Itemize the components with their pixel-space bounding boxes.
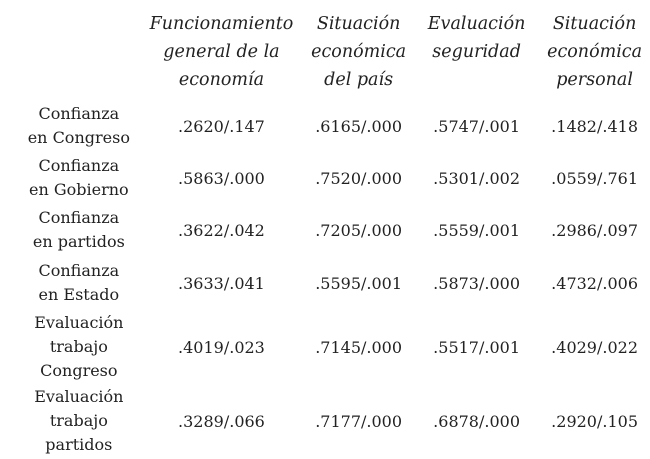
header-row	[18, 10, 650, 100]
table-cell: .2986/.097	[551, 220, 638, 240]
table-cell: .4029/.022	[551, 337, 638, 357]
table-cell: .3289/.066	[178, 411, 265, 431]
table-cell: .5873/.000	[433, 273, 520, 293]
column-header-evaluacion-seguridad: Evaluación seguridad	[427, 14, 526, 62]
table-cell: .5301/.002	[433, 168, 520, 188]
table-row	[18, 256, 650, 310]
column-header-funcionamiento: Funcionamiento general de la economía	[149, 14, 294, 90]
table-cell: .0559/.761	[551, 168, 638, 188]
row-label: Evaluación trabajo partidos	[34, 387, 124, 454]
table-cell: .4019/.023	[178, 337, 265, 357]
table-row	[18, 100, 650, 152]
row-label: Confianza en partidos	[32, 208, 125, 251]
corner-cell	[18, 10, 140, 100]
row-label: Confianza en Gobierno	[28, 156, 129, 199]
row-label: Confianza en Congreso	[27, 104, 130, 147]
table-cell: .2920/.105	[551, 411, 638, 431]
table-row	[18, 384, 650, 458]
table-cell: .4732/.006	[551, 273, 638, 293]
table-cell: .7205/.000	[315, 220, 403, 240]
table-cell: .6878/.000	[433, 411, 520, 431]
table-cell: .5747/.001	[433, 116, 520, 136]
table-row	[18, 310, 650, 384]
table-cell: .3622/.042	[178, 220, 265, 240]
table-cell: .7177/.000	[315, 411, 403, 431]
correlation-table	[18, 10, 650, 458]
table-cell: .6165/.000	[315, 116, 403, 136]
column-header-situacion-pais: Situación económica del país	[311, 14, 407, 90]
table-cell: .7145/.000	[315, 337, 403, 357]
table-cell: .5559/.001	[433, 220, 520, 240]
table-cell: .5595/.001	[315, 273, 403, 293]
table-row	[18, 204, 650, 256]
table-cell: .2620/.147	[178, 116, 265, 136]
row-label: Evaluación trabajo Congreso	[34, 313, 124, 380]
table-cell: .1482/.418	[551, 116, 638, 136]
table-cell: .7520/.000	[315, 168, 403, 188]
table-cell: .3633/.041	[178, 273, 265, 293]
table-row	[18, 152, 650, 204]
row-label: Confianza en Estado	[38, 261, 120, 304]
column-header-situacion-personal: Situación económica personal	[547, 14, 643, 90]
table-cell: .5517/.001	[433, 337, 520, 357]
table-cell: .5863/.000	[178, 168, 265, 188]
